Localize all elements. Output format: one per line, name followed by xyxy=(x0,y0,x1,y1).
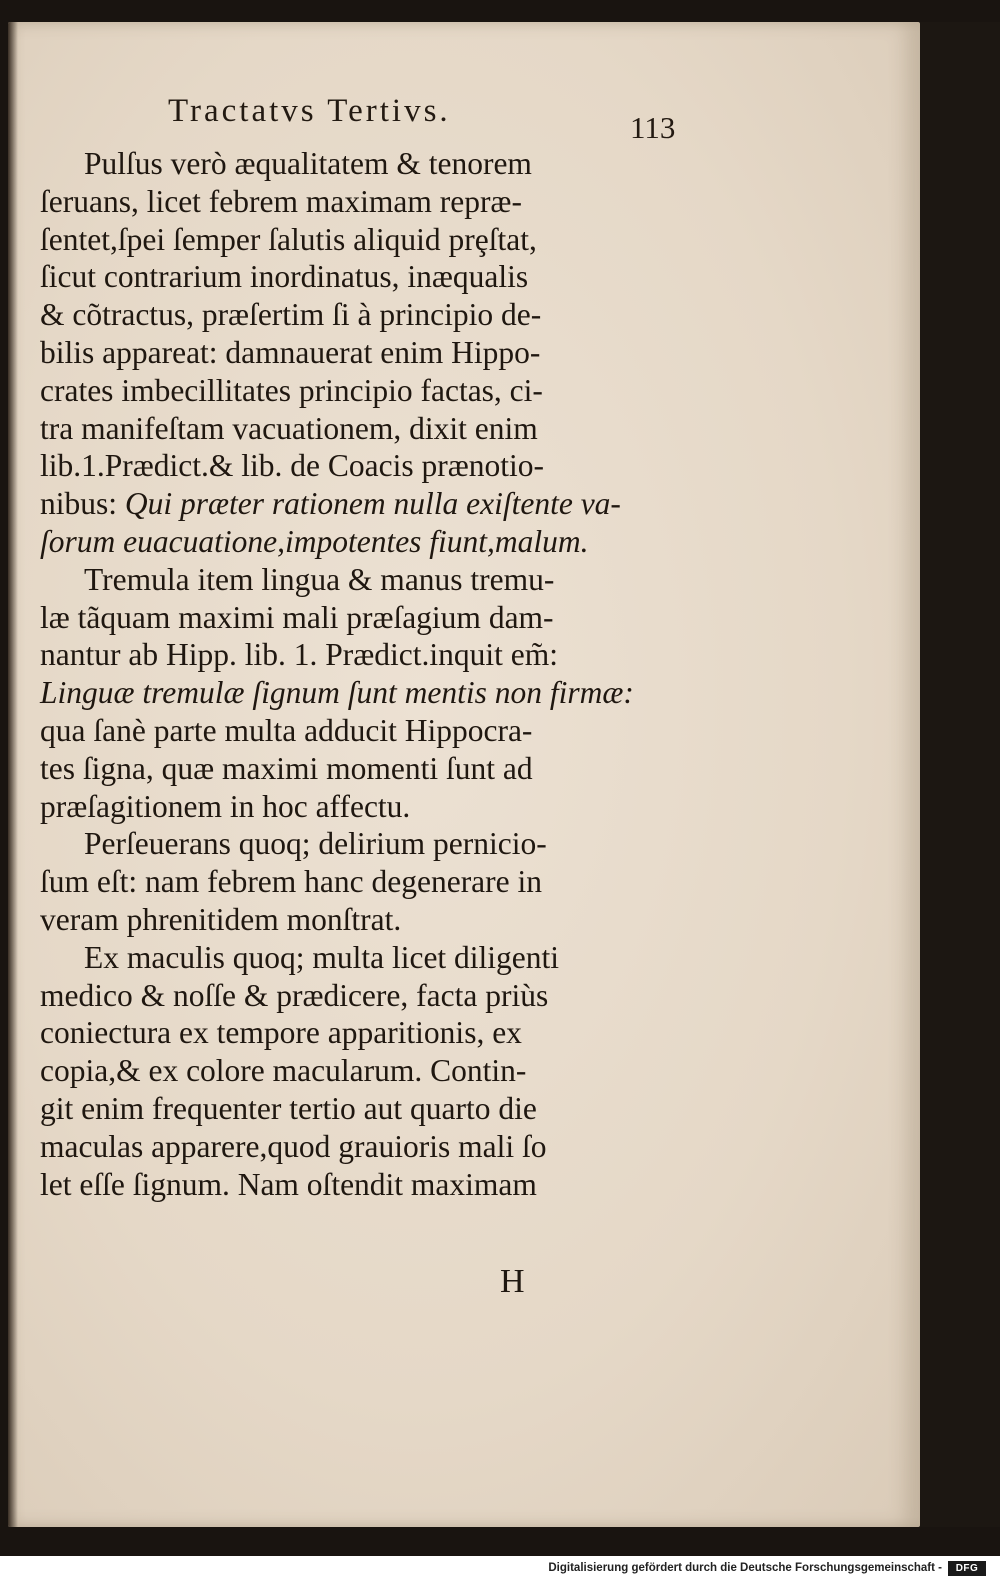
text-line: Linguæ tremulæ ſignum ſunt mentis non firmæ: xyxy=(40,675,634,711)
footer-bar xyxy=(0,1556,1000,1583)
page-gutter xyxy=(8,22,18,1527)
text-line: læ tãquam maximi mali præſagium dam- xyxy=(40,599,554,635)
text-line xyxy=(40,485,680,523)
text-line: git enim frequenter tertio aut quarto die xyxy=(40,1090,537,1126)
page-edge-shadow xyxy=(920,22,1000,1527)
footer-credit: Digitalisierung gefördert durch die Deutsche Forschungsgemeinschaft - xyxy=(548,1562,942,1574)
text-line: Tremula item lingua & manus tremu- xyxy=(84,561,555,597)
italic-quote: Qui præter rationem nulla exiſtente va- xyxy=(124,486,621,522)
text-line: ſentet,ſpei ſemper ſalutis aliquid prȩſtat, xyxy=(40,221,537,257)
text-line: tra manifeſtam vacuationem, dixit enim xyxy=(40,410,538,446)
text-line: Ex maculis quoq; multa licet diligenti xyxy=(84,939,560,975)
running-title: Tractatvs Tertivs. xyxy=(168,93,451,129)
text-line: maculas apparere,quod grauioris mali ſo xyxy=(40,1128,547,1164)
paragraph xyxy=(40,825,680,938)
text-line: medico & noſſe & prædicere, facta priùs xyxy=(40,977,549,1013)
paragraph xyxy=(40,939,680,1204)
text-line: crates imbecillitates principio factas, ci- xyxy=(40,372,543,408)
text-line: præſagitionem in hoc affectu. xyxy=(40,788,411,824)
dfg-logo: DFG xyxy=(948,1561,986,1576)
text-line: ſorum euacuatione,impotentes fiunt,malum. xyxy=(40,523,589,559)
text-line: ſeruans, licet febrem maximam repræ- xyxy=(40,183,522,219)
text-line: let eſſe ſignum. Nam oſtendit maximam xyxy=(40,1166,537,1202)
text-line: nantur ab Hipp. lib. 1. Prædict.inquit em̃: xyxy=(40,637,558,673)
signature-mark: H xyxy=(500,1263,525,1300)
text-line: & cõtractus, præſertim ſi à principio de- xyxy=(40,297,542,333)
text-line: coniectura ex tempore apparitionis, ex xyxy=(40,1015,522,1051)
text-line: lib.1.Prædict.& lib. de Coacis prænotio- xyxy=(40,448,544,484)
paragraph xyxy=(40,561,680,826)
text-line: ſicut contrarium inordinatus, inæqualis xyxy=(40,259,529,295)
page-number: 113 xyxy=(630,110,676,145)
text-line: Pulſus verò æqualitatem & tenorem xyxy=(84,146,532,181)
text-line: bilis appareat: damnauerat enim Hippo- xyxy=(40,334,541,370)
text-line: Perſeuerans quoq; delirium pernicio- xyxy=(84,826,547,862)
text-line: tes ſigna, quæ maximi momenti ſunt ad xyxy=(40,750,533,786)
paragraph xyxy=(40,145,680,561)
text-line: qua ſanè parte multa adducit Hippocra- xyxy=(40,712,533,748)
text-line: copia,& ex colore macularum. Contin- xyxy=(40,1053,527,1089)
text-line: ſum eſt: nam febrem hanc degenerare in xyxy=(40,864,543,900)
main-text-block xyxy=(40,145,680,1203)
text-line: veram phrenitidem monſtrat. xyxy=(40,901,402,937)
text-span: nibus: xyxy=(40,486,125,522)
